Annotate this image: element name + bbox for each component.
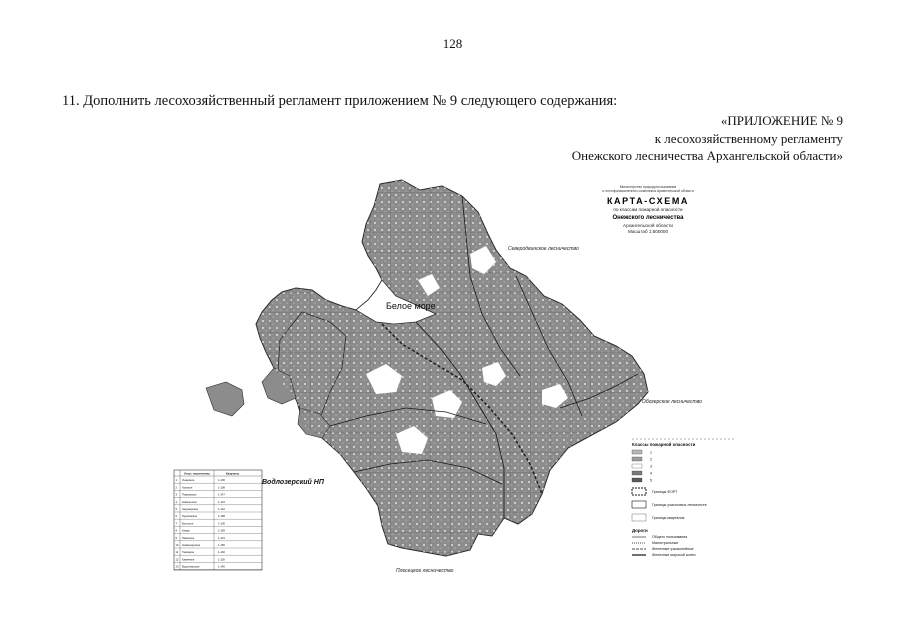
- table-cell-number: 4: [175, 500, 177, 504]
- svg-text:Кварталы: Кварталы: [226, 472, 240, 476]
- table-cell-quarters: 1-131: [218, 500, 225, 504]
- label-south-forestry: Плесецкое лесничество: [396, 568, 454, 574]
- svg-text:Границы ФОРТ: Границы ФОРТ: [652, 490, 678, 494]
- table-cell-quarters: 1-147: [218, 493, 225, 497]
- svg-text:и лесопромышленного комплекса: и лесопромышленного комплекса Архангельской области: [602, 189, 694, 193]
- table-cell-number: 2: [175, 486, 177, 490]
- table-cell-quarters: 1-108: [218, 486, 225, 490]
- table-cell-district: Покровское: [182, 493, 197, 497]
- map-title-block: [602, 185, 693, 234]
- table-cell-number: 10: [175, 544, 179, 547]
- table-cell-district: Каменное: [182, 558, 195, 562]
- table-cell-number: 3: [175, 493, 177, 497]
- svg-text:Железные узкоколейные: Железные узкоколейные: [652, 547, 694, 551]
- table-cell-quarters: 1-140: [218, 565, 225, 569]
- appendix-line-2: к лесохозяйственному регламенту: [654, 130, 843, 146]
- table-cell-district: Лямецкое: [182, 536, 195, 540]
- table-cell-district: Нименгское: [182, 500, 197, 504]
- table-cell-quarters: 1-136: [218, 479, 225, 483]
- table-cell-district: Большое: [182, 522, 194, 526]
- label-north-forestry: Северодвинское лесничество: [508, 246, 579, 252]
- table-cell-quarters: 1-132: [218, 551, 225, 555]
- table-cell-number: 12: [175, 558, 179, 562]
- label-west-park: Водлозерский НП: [262, 479, 324, 486]
- svg-text:5: 5: [650, 478, 652, 483]
- table-cell-number: 13: [175, 565, 179, 569]
- table-cell-district: Тамицкое: [182, 551, 195, 555]
- appendix-line-1: «ПРИЛОЖЕНИЕ № 9: [720, 113, 843, 128]
- appendix-heading: [572, 112, 843, 165]
- svg-text:Границы участковых лесничеств: Границы участковых лесничеств: [652, 503, 707, 507]
- table-cell-district: Нижмозерское: [182, 544, 201, 547]
- far-west-island: [206, 382, 244, 416]
- svg-text:по классам пожарной опасности: по классам пожарной опасности: [613, 207, 683, 212]
- page-number: 128: [442, 36, 463, 51]
- table-cell-quarters: 1-105: [218, 522, 225, 526]
- svg-text:2: 2: [650, 457, 652, 462]
- svg-text:Железные широкой колеи: Железные широкой колеи: [652, 553, 696, 557]
- map-svg: [170, 172, 745, 582]
- map-scheme: [170, 172, 745, 582]
- svg-text:4: 4: [650, 471, 652, 476]
- svg-text:Масштаб 1:500000: Масштаб 1:500000: [627, 229, 669, 234]
- table-cell-quarters: 1-158: [218, 515, 225, 519]
- table-cell-quarters: 1-142: [218, 508, 225, 511]
- table-cell-number: 5: [175, 508, 177, 511]
- table-cell-quarters: 1-121: [218, 536, 225, 540]
- appendix-line-3: Онежского лесничества Архангельской области»: [571, 148, 843, 163]
- instruction-text: 11. Дополнить лесохозяйственный регламент приложением № 9 следующего содержания:: [62, 93, 618, 109]
- table-cell-number: 8: [175, 529, 177, 533]
- label-white-sea: Белое море: [386, 301, 436, 311]
- svg-text:Архангельской области: Архангельской области: [623, 223, 673, 228]
- table-cell-district: Кожское: [182, 486, 193, 490]
- svg-text:Онежского лесничества: Онежского лесничества: [612, 215, 684, 221]
- table-cell-district: Пурнемское: [182, 515, 198, 519]
- district-table: [174, 470, 262, 570]
- table-cell-district: Водлозерское: [182, 565, 200, 569]
- map-title: КАРТА-СХЕМА: [606, 196, 690, 206]
- svg-text:1: 1: [650, 450, 652, 455]
- table-cell-district: Андозерское: [182, 508, 199, 511]
- table-cell-quarters: 1-169: [218, 529, 225, 533]
- svg-text:3: 3: [650, 464, 652, 469]
- table-cell-number: 6: [175, 515, 177, 519]
- svg-text:Магистральные: Магистральные: [652, 541, 679, 545]
- svg-text:Границы кварталов: Границы кварталов: [652, 516, 685, 520]
- svg-text:Общего пользования: Общего пользования: [652, 535, 688, 539]
- svg-text:Участ. лесничества: Участ. лесничества: [184, 472, 210, 476]
- table-cell-quarters: 1-118: [218, 558, 225, 562]
- table-cell-quarters: 1-150: [218, 544, 225, 547]
- table-cell-district: Кянда: [182, 529, 190, 533]
- svg-text:Классы пожарной опасности: Классы пожарной опасности: [632, 442, 696, 447]
- table-cell-number: 7: [175, 522, 177, 526]
- map-legend: [632, 439, 736, 557]
- svg-text:Дороги: Дороги: [632, 528, 648, 533]
- svg-text:Министерство природопользовани: Министерство природопользования: [619, 185, 677, 189]
- table-cell-number: 11: [175, 551, 179, 555]
- label-east-forestry: Обозерское лесничество: [642, 399, 702, 405]
- table-cell-district: Онежское: [182, 479, 195, 483]
- table-cell-number: 1: [175, 479, 177, 483]
- table-cell-number: 9: [175, 536, 177, 540]
